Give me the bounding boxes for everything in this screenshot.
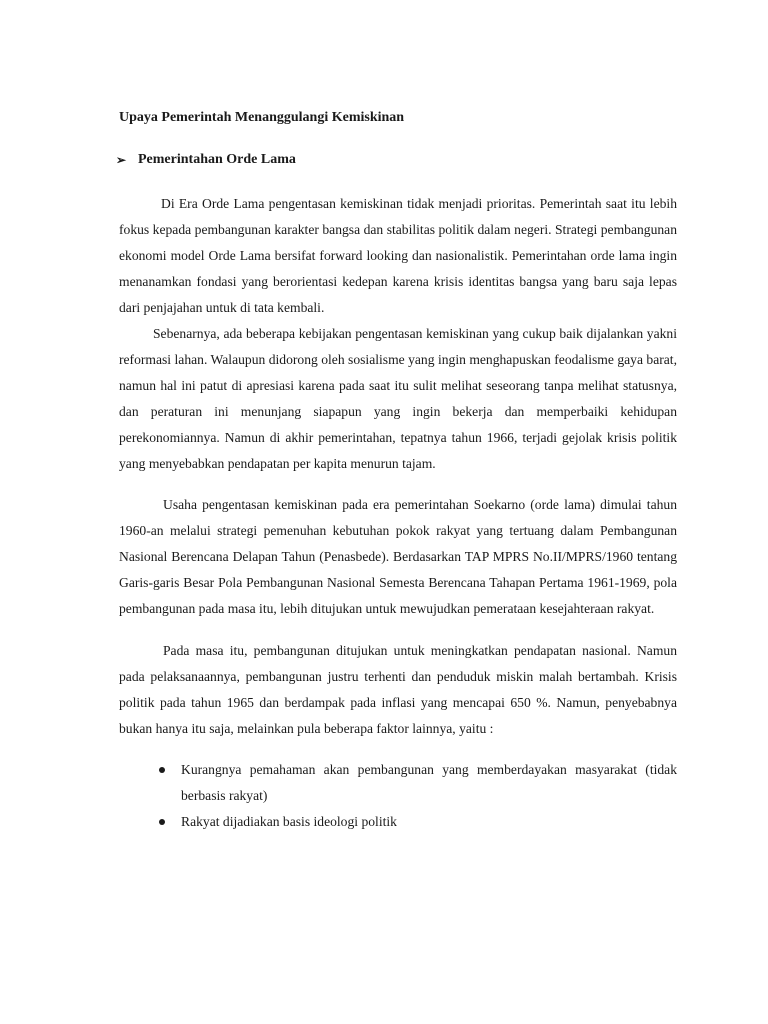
document-body (116, 108, 677, 835)
section-heading (116, 150, 677, 170)
section-heading-text: Pemerintahan Orde Lama (138, 152, 296, 167)
list-item-text: Kurangnya pemahaman akan pembangunan yang memberdayakan masyarakat (tidak berbasis rakyat) (181, 762, 677, 803)
paragraph: Sebenarnya, ada beberapa kebijakan pengentasan kemiskinan yang cukup baik dijalankan yakni reformasi lahan. Walaupun didorong oleh sosialisme yang ingin menghapuskan feodalisme gaya barat, namun hal ini patut di apresiasi karena pada saat itu sulit melihat seseorang tanpa melihat statusnya, dan peraturan ini menunjang siapapun yang ingin bekerja dan memperbaiki kehidupan perekonomiannya. Namun di akhir pemerintahan, tepatnya tahun 1966, terjadi gejolak krisis politik yang menyebabkan pendapatan per kapita menurun tajam. (119, 326, 677, 471)
list-item (119, 809, 677, 835)
bullet-dot-icon (159, 767, 165, 773)
paragraph: Pada masa itu, pembangunan ditujukan untuk meningkatkan pendapatan nasional. Namun pada pelaksanaannya, pembangunan justru terhenti dan penduduk miskin malah bertambah. Krisis politik pada tahun 1965 dan berdampak pada inflasi yang mencapai 650 %. Namun, penyebabnya bukan hanya itu saja, melainkan pula beberapa faktor lainnya, yaitu : (119, 643, 677, 736)
list-item-text: Rakyat dijadiakan basis ideologi politik (181, 814, 397, 829)
paragraph: Usaha pengentasan kemiskinan pada era pemerintahan Soekarno (orde lama) dimulai tahun 1960-an melalui strategi pemenuhan kebutuhan pokok rakyat yang tertuang dalam Pembangunan Nasional Berencana Delapan Tahun (Penasbede). Berdasarkan TAP MPRS No.II/MPRS/1960 tentang Garis-garis Besar Pola Pembangunan Nasional Semesta Berencana Tahapan Pertama 1961-1969, pola pembangunan pada masa itu, lebih ditujukan untuk mewujudkan pemerataan kesejahteraan rakyat. (119, 497, 677, 616)
document-title: Upaya Pemerintah Menanggulangi Kemiskinan (119, 110, 405, 125)
list-item (119, 757, 677, 809)
bullet-list (119, 757, 677, 835)
arrow-bullet-icon: ➢ (116, 153, 127, 167)
paragraph: Di Era Orde Lama pengentasan kemiskinan tidak menjadi prioritas. Pemerintah saat itu lebih fokus kepada pembangunan karakter bangsa dan stabilitas politik dalam negeri. Strategi pembangunan ekonomi model Orde Lama bersifat forward looking dan nasionalistik. Pemerintahan orde lama ingin menanamkan fondasi yang berorientasi kedepan karena krisis identitas bangsa yang baru saja lepas dari penjajahan untuk di tata kembali. (119, 196, 677, 315)
bullet-dot-icon (159, 819, 165, 825)
